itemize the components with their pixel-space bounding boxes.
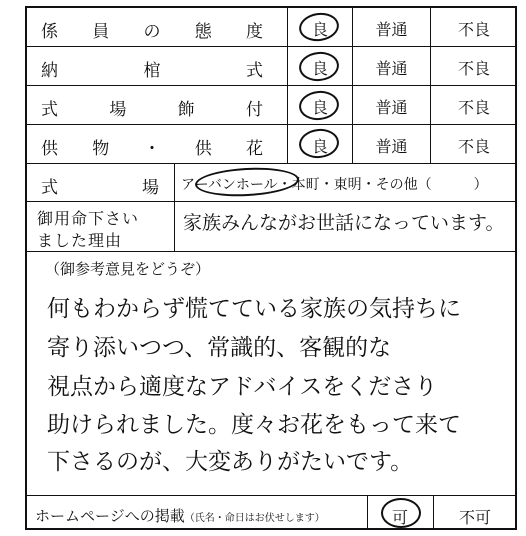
row-label-venue-decoration bbox=[41, 95, 263, 120]
homepage-no-option[interactable]: 不可 bbox=[458, 508, 491, 527]
option-normal[interactable]: 普通 bbox=[375, 98, 408, 117]
comment-line: 助けられました。度々お花をもって来て bbox=[47, 412, 461, 438]
row-label-encoffining bbox=[41, 56, 263, 81]
option-normal[interactable]: 普通 bbox=[375, 20, 408, 39]
row-divider bbox=[27, 124, 515, 125]
row-divider bbox=[27, 85, 515, 86]
row-label-staff-attitude bbox=[41, 17, 263, 42]
reason-label-line1: 御用命下さい bbox=[37, 209, 140, 228]
option-good[interactable]: 良 bbox=[311, 98, 328, 117]
label-char: 供 bbox=[41, 139, 58, 159]
row-divider bbox=[27, 251, 515, 252]
label-char: 場 bbox=[142, 178, 159, 198]
survey-form bbox=[25, 6, 517, 530]
label-char: 供 bbox=[194, 139, 212, 159]
option-normal[interactable]: 普通 bbox=[375, 137, 408, 156]
label-char: 式 bbox=[246, 61, 263, 81]
label-char: 態 bbox=[194, 22, 212, 42]
row-divider bbox=[27, 495, 515, 496]
comment-line: 視点から適度なアドバイスをくださり bbox=[47, 374, 438, 400]
label-char: 付 bbox=[245, 100, 263, 120]
comment-line: 寄り添いつつ、常識的、客観的な bbox=[47, 335, 392, 361]
option-bad[interactable]: 不良 bbox=[457, 137, 490, 156]
label-char: 物 bbox=[92, 139, 110, 159]
reason-label-line2: ました理由 bbox=[37, 231, 123, 250]
col-divider bbox=[352, 8, 353, 163]
comment-line: 下さるのが、大変ありがたいです。 bbox=[47, 449, 414, 475]
label-char: 係 bbox=[41, 22, 58, 42]
col-divider bbox=[174, 163, 175, 251]
label-char: の bbox=[143, 22, 161, 42]
label-char: 度 bbox=[246, 22, 263, 42]
option-bad[interactable]: 不良 bbox=[457, 98, 490, 117]
label-char: 飾 bbox=[177, 100, 195, 120]
option-good[interactable]: 良 bbox=[311, 59, 328, 78]
col-divider bbox=[430, 8, 431, 163]
label-char: 花 bbox=[246, 139, 263, 159]
homepage-note: （氏名・命日はお伏せします） bbox=[184, 513, 325, 524]
label-char: 員 bbox=[92, 22, 110, 42]
label-char: 場 bbox=[109, 100, 127, 120]
label-char: 納 bbox=[41, 61, 58, 81]
row-divider bbox=[27, 163, 515, 164]
option-normal[interactable]: 普通 bbox=[375, 59, 408, 78]
row-label-offerings bbox=[41, 134, 263, 159]
comments-header: （御参考意見をどうぞ） bbox=[45, 260, 211, 278]
col-divider bbox=[433, 495, 434, 530]
reason-answer: 家族みんながお世話になっています。 bbox=[183, 212, 505, 234]
col-divider bbox=[287, 8, 288, 163]
col-divider bbox=[367, 495, 368, 530]
option-bad[interactable]: 不良 bbox=[457, 20, 490, 39]
homepage-yes-option[interactable]: 可 bbox=[391, 508, 408, 527]
homepage-selection-circle bbox=[381, 498, 421, 528]
label-char: 式 bbox=[41, 178, 58, 198]
homepage-label bbox=[35, 505, 325, 526]
label-char: 棺 bbox=[143, 61, 161, 81]
label-char: 式 bbox=[41, 100, 58, 120]
venue-label bbox=[41, 173, 159, 198]
label-char: ・ bbox=[143, 139, 161, 159]
row-divider bbox=[27, 201, 515, 202]
option-bad[interactable]: 不良 bbox=[457, 59, 490, 78]
homepage-label-text: ホームページへの掲載 bbox=[35, 507, 185, 525]
row-divider bbox=[27, 46, 515, 47]
venue-options: アーバンホール・本町・東明・その他（ ） bbox=[181, 177, 488, 193]
option-good[interactable]: 良 bbox=[311, 137, 328, 156]
option-good[interactable]: 良 bbox=[311, 20, 328, 39]
comment-line: 何もわからず慌てている家族の気持ちに bbox=[47, 296, 461, 322]
